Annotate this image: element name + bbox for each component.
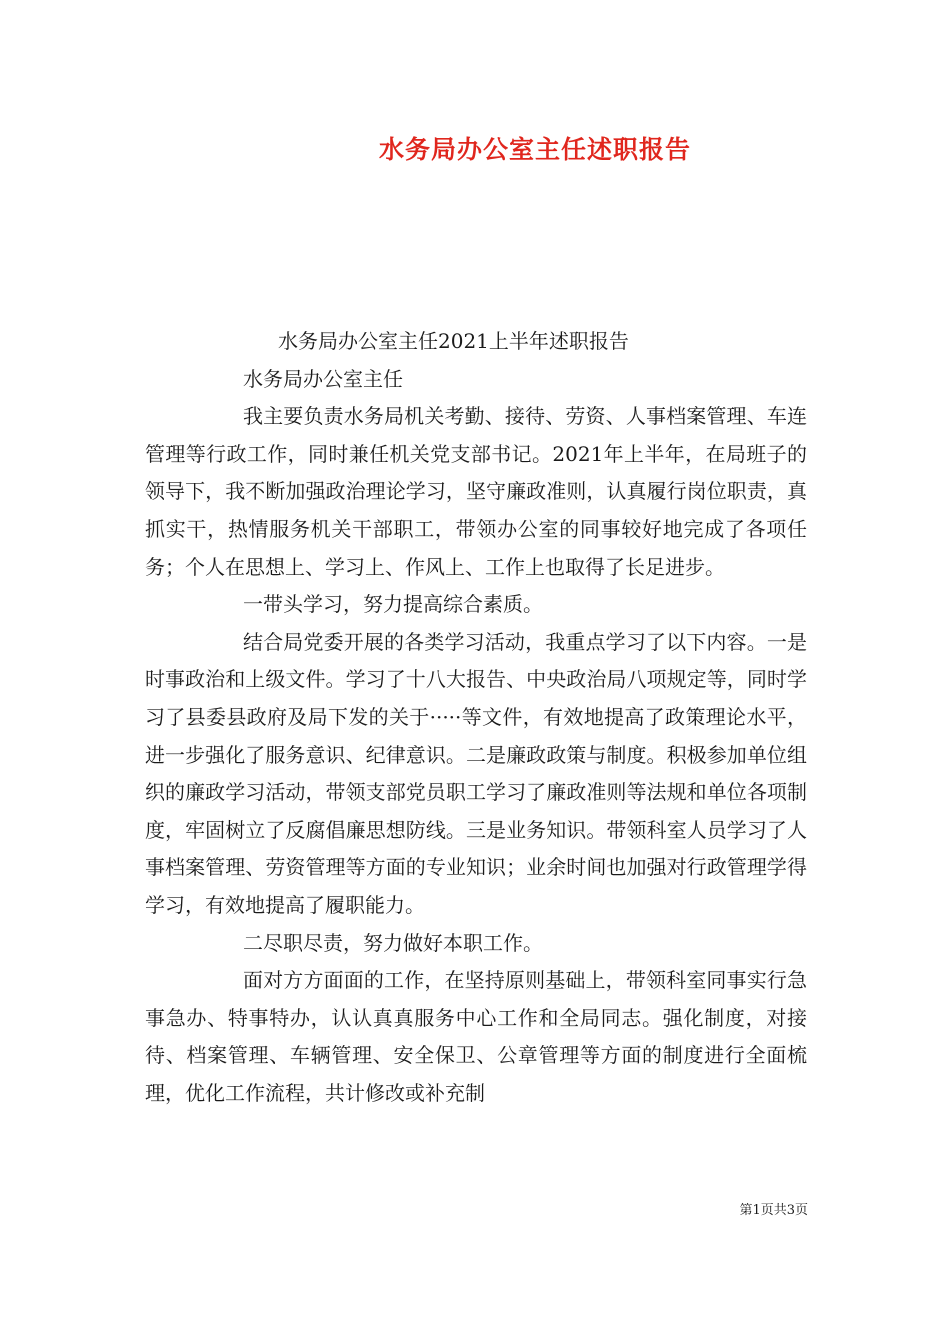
document-subtitle: 水务局办公室主任2021上半年述职报告 [278, 329, 629, 353]
section-heading: 二尽职尽责，努力做好本职工作。 [243, 930, 543, 955]
paragraph: 结合局党委开展的各类学习活动，我重点学习了以下内容。一是时事政治和上级文件。学习了十八大报告、中央政治局八项规定等，同时学习了县委县政府及局下发的关于·····等文件，有效地提高了政策理论水平，进一步强化了服务意识、纪律意识。二是廉政政策与制度。积极参加单位组织的廉政学习活动，带领支部党员职工学习了廉政准则等法规和单位各项制度，牢固树立了反腐倡廉思想防线。三是业务知识。带领科室人员学习了人事档案管理、劳资管理等方面的专业知识；业余时间也加强对行政管理学得学习，有效地提高了履职能力。 [145, 629, 807, 917]
page-number-footer: 第1页共3页 [739, 1203, 808, 1218]
section-heading: 一带头学习，努力提高综合素质。 [243, 592, 543, 617]
document-body [145, 323, 807, 1112]
document-title: 水务局办公室主任述职报告 [378, 135, 691, 164]
paragraph: 我主要负责水务局机关考勤、接待、劳资、人事档案管理、车连管理等行政工作，同时兼任机关党支部书记。2021年上半年，在局班子的领导下，我不断加强政治理论学习，坚守廉政准则，认真履行岗位职责，真抓实干，热情服务机关干部职工，带领办公室的同事较好地完成了各项任务；个人在思想上、学习上、作风上、工作上也取得了长足进步。 [145, 404, 807, 579]
author-line: 水务局办公室主任 [243, 366, 403, 391]
paragraph: 面对方方面面的工作，在坚持原则基础上，带领科室同事实行急事急办、特事特办，认认真真服务中心工作和全局同志。强化制度，对接待、档案管理、车辆管理、安全保卫、公章管理等方面的制度进行全面梳理，优化工作流程，共计修改或补充制 [145, 968, 807, 1105]
